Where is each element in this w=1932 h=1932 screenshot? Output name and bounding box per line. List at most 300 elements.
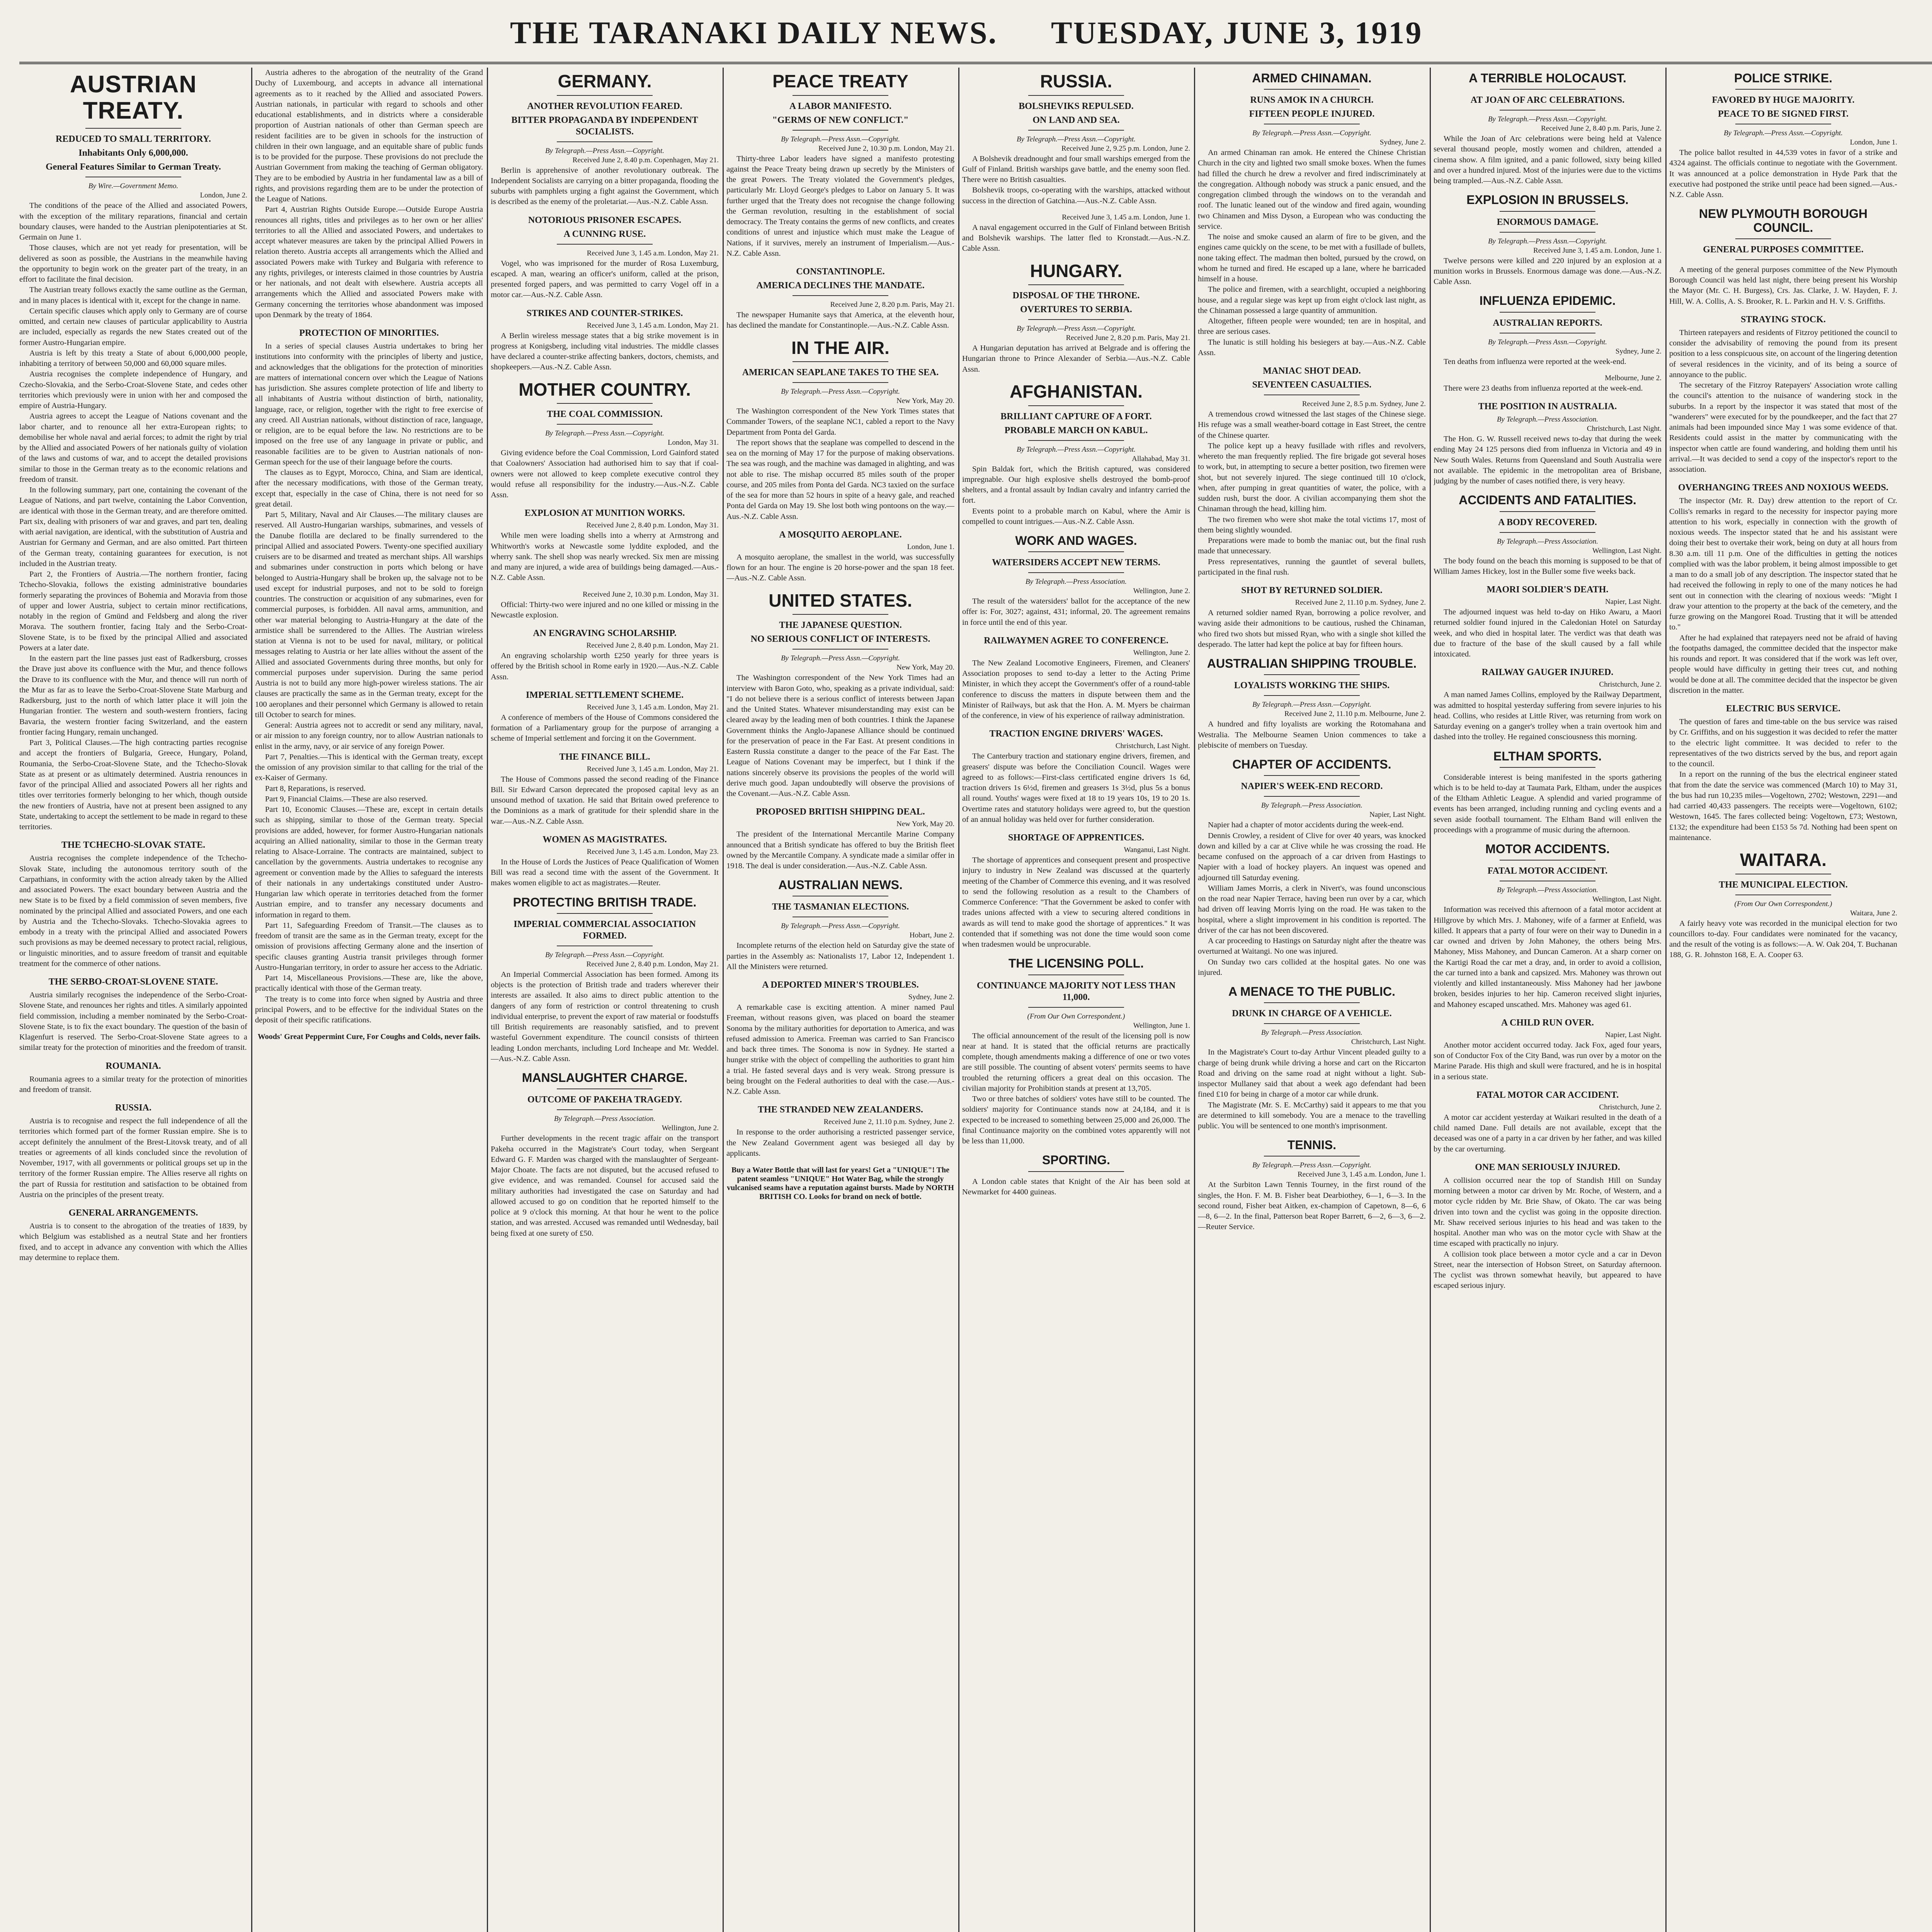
subheading: General Features Similar to German Treaty. [46, 162, 221, 172]
headline: THE TCHECHO-SLOVAK STATE. [61, 840, 206, 850]
byline: (From Our Own Correspondent.) [1027, 1012, 1125, 1020]
subheading-rule [557, 244, 653, 245]
dateline: Received June 2, 8.40 p.m. Paris, June 2. [1541, 124, 1662, 133]
subheading-rule [557, 1109, 653, 1110]
dateline: Received June 2, 9.25 p.m. London, June 2. [1061, 144, 1190, 153]
body-paragraph: Part 4, Austrian Rights Outside Europe.—Outside Europe Austria renounces all rights, titles and privileges as to her own or her allies' territories to all the Allied and associated Powers, and undertakes to accept whatever measures are taken by the principal Allied Powers in relation thereto. Austria accepts all arrangements which the Allied and associated Powers make with Turkey and Bulgaria with reference to any rights, privileges, or interests claimed in those countries by Austria or her nationals, and not dealt with elsewhere. Austria accepts all arrangements which the Allied and associated Powers make with Germany concerning the territories whose abandonment was imposed upon Denmark by the treaty of 1864. [255, 205, 483, 319]
body-paragraph: Part 10, Economic Clauses.—These are, except in certain details such as shipping, similar to those of the German treaty. Special provisions are added, however, for former Austro-Hungarian nationals acquiring an Allied nationality, similar to those in the German treaty relating to Alsace-Lorraine. The contracts are maintained, subject to cancellation by the governments. Austria undertakes to recognise any agreement or convention made by the Allies to safeguard the interests of their nationals in any undertakings constituted under Austro-Hungarian law which operate in territories detached from the former Austrian empire, and to transfer any necessary documents and information in regard to them. [255, 805, 483, 919]
headline: WOMEN AS MAGISTRATES. [543, 834, 667, 845]
article [962, 832, 1190, 950]
body-paragraph: The treaty is to come into force when signed by Austria and three principal Powers, and to be effective for the individual States on the deposit of their specific ratifications. [255, 995, 483, 1024]
body-paragraph: Altogether, fifteen people were wounded; ten are in hospital, and three are serious cases. [1198, 317, 1426, 336]
article [1434, 584, 1662, 660]
headline: GENERAL ARRANGEMENTS. [68, 1208, 198, 1218]
byline: By Telegraph.—Press Assn.—Copyright. [545, 429, 665, 438]
byline: By Telegraph.—Press Assn.—Copyright. [1016, 445, 1136, 454]
body-paragraph: A London cable states that Knight of the Air has been sold at Newmarket for 4400 guineas. [962, 1177, 1190, 1196]
headline-rule [1735, 238, 1831, 239]
subheading: AMERICAN SEAPLANE TAKES TO THE SEA. [742, 367, 939, 378]
dateline: Received June 2, 10.30 p.m. London, May 21. [818, 144, 954, 153]
dateline: Christchurch, June 2. [1599, 680, 1662, 689]
body-paragraph: A conference of members of the House of Commons considered the formation of a Parliamentary group for the purpose of arranging a scheme of Imperial settlement and forcing it on the Government. [491, 713, 719, 743]
body-paragraph: In the eastern part the line passes just east of Radkersburg, crosses the Drave just above its confluence with the Mur, and thence follows the Drave to its confluence with the Mur, and thence will run north of the Mur as far as to leave the Serbo-Croat-Slovene State Marburg and Radkersburg, just to the north of which latter place it will join the Hungarian frontier. The western and south-western frontiers, facing Bavaria, the western frontier facing Switzerland, and the eastern frontier facing Hungary, remain unchanged. [19, 654, 247, 736]
headline: UNITED STATES. [769, 590, 912, 611]
byline: By Telegraph.—Press Association. [1497, 415, 1599, 424]
body-paragraph: In the following summary, part one, containing the covenant of the League of Nations, and part twelve, containing the Labor Convention, are identical with those in the German treaty, and are therefore omitted. Part six, dealing with prisoners of war and graves, and part ten, dealing with aerial navigation, are identical, with the substitution of Austria and Austrian for Germany and German, and are also omitted. Part thirteen of the German treaty, containing guarantees for execution, is not included in the Austrian treaty. [19, 486, 247, 568]
headline: ROUMANIA. [105, 1061, 161, 1071]
dateline: Received June 3, 1.45 a.m. London, June 1. [1298, 1170, 1426, 1179]
headline-rule [793, 614, 888, 615]
dateline: New York, May 20. [896, 820, 954, 828]
article [726, 806, 954, 871]
headline-rule [1028, 95, 1124, 96]
dateline: Napier, Last Night. [1605, 598, 1662, 606]
dateline: London, June 1. [907, 543, 954, 551]
article [1198, 657, 1426, 751]
article [1434, 71, 1662, 186]
headline: MOTHER COUNTRY. [519, 379, 691, 400]
subheading: DRUNK IN CHARGE OF A VEHICLE. [1232, 1009, 1392, 1019]
article [491, 214, 719, 301]
subheading: A LABOR MANIFESTO. [789, 101, 892, 111]
dateline: Christchurch, Last Night. [1351, 1038, 1426, 1046]
subheading: LOYALISTS WORKING THE SHIPS. [1234, 680, 1390, 691]
dateline: Sydney, June 2. [1615, 347, 1662, 355]
headline: CHAPTER OF ACCIDENTS. [1232, 757, 1391, 772]
body-paragraph: In the House of Lords the Justices of Peace Qualification of Women Bill was read a second time with the assent of the Government. It makes women eligible to act as magistrates.—Reuter. [491, 857, 719, 888]
body-paragraph: A collision took place between a motor cycle and a car in Devon Street, near the intersection of Hobson Street, on Saturday afternoon. The cyclist was thrown somewhat heavily, but appeared to have escaped serious injury. [1434, 1250, 1662, 1290]
body-paragraph: The New Zealand Locomotive Engineers, Firemen, and Cleaners' Association proposes to send to-day a letter to the Acting Prime Minister, in which they accept the Government's offer of a round-table conference to discuss the matters in dispute between them and the Minister of Railways, but ask that the Hon. A. M. Myers be chairman of the conference, in view of his experience of railway administration. [962, 658, 1190, 720]
body-paragraph: On Sunday two cars collided at the hospital gates. No one was injured. [1198, 957, 1426, 977]
body-paragraph: A Bolshevik dreadnought and four small warships emerged from the Gulf of Finland. British warships gave battle, and the enemy soon fled. There were no British casualties. [962, 154, 1190, 184]
dateline: Melbourne, June 2. [1605, 374, 1662, 382]
dateline: Allahabad, May 31. [1132, 454, 1190, 463]
subheading: "GERMS OF NEW CONFLICT." [772, 115, 909, 125]
dateline: Christchurch, June 2. [1599, 1103, 1662, 1111]
subheading: A BODY RECOVERED. [1498, 517, 1597, 527]
dateline: London, June 2. [200, 191, 247, 200]
dateline: Christchurch, Last Night. [1115, 742, 1190, 750]
subheading-rule [1264, 1023, 1360, 1024]
dateline: Christchurch, Last Night. [1587, 425, 1662, 433]
dateline: Received June 3, 1.45 a.m. London, June 1. [1062, 213, 1190, 221]
article [255, 327, 483, 1026]
masthead-rule [19, 62, 1932, 64]
column-8 [1669, 68, 1897, 1932]
headline: RAILWAYMEN AGREE TO CONFERENCE. [984, 635, 1168, 646]
article [1669, 482, 1897, 696]
body-paragraph: The police and firemen, with a searchlight, occupied a neighboring house, and a regular siege was kept up from eight o'clock last night, as the Chinaman possessed a large quantity of ammunition. [1198, 285, 1426, 315]
byline: By Telegraph.—Press Association. [1497, 886, 1599, 895]
body-paragraph: After he had explained that ratepayers need not be afraid of having the footpaths damaged, the committee decided that the inspector make his rounds and report. It was considered that if the work was left over, people would have difficulty in getting their trees cut, and nothing would be done at all. The committee decided that the inspector be given discretion in the matter. [1669, 633, 1897, 695]
subheading: PROBABLE MARCH ON KABUL. [1004, 425, 1148, 435]
headline: NEW PLYMOUTH BOROUGH COUNCIL. [1699, 207, 1868, 235]
body-paragraph: The president of the International Mercantile Marine Company announced that a British syndicate has offered to buy the British fleet owned by the Mercantile Company. A syndicate made a similar offer in 1918. The deal is under consideration.—Aus.-N.Z. Cable Assn. [726, 830, 954, 871]
article [491, 751, 719, 827]
body-paragraph: At the Surbiton Lawn Tennis Tourney, in the first round of the singles, the Hon. F. M. B. Fisher beat Dearbiothey, 6—1, 6—3. In the second round, Fisher beat Aitken, ex-champion of Capetown, 8—6, 6—8, 6—2. In the final, Patterson beat Roper Barrett, 6—2, 6—3, 6—2.—Reuter Service. [1198, 1180, 1426, 1231]
headline: ONE MAN SERIOUSLY INJURED. [1475, 1162, 1620, 1172]
headline-rule [1028, 284, 1124, 285]
headline: STRAYING STOCK. [1740, 314, 1826, 325]
dateline: Wellington, June 2. [662, 1124, 719, 1133]
byline: By Telegraph.—Press Assn.—Copyright. [781, 135, 900, 143]
body-paragraph: The Washington correspondent of the New York Times had an interview with Baron Goto, who, speaking as a private individual, said: "I do not believe there is a serious conflict of interests between Japan and the United States. Whatever misunderstanding may exist can be cleared away by the leading men of both countries. I think the Japanese Government thinks the Anglo-Japanese Alliance should be continued for the preservation of peace in the Far East. At present conditions in Eastern Russia constitute a danger to the peace of the Far East. The League of Nations Covenant may be imperfect, but I think if the nations sincerely observe its provisions the peoples of the world will derive much good. Japan undoubtedly will observe the provisions of the Covenant.—Aus.-N.Z. Cable Assn. [726, 673, 954, 798]
dateline: Wellington, June 2. [1133, 587, 1190, 595]
article [19, 839, 247, 969]
subheading: THE COAL COMMISSION. [547, 409, 663, 420]
body-paragraph: The question of fares and time-table on the bus service was raised by Cr. Griffiths, and on his suggestion it was decided to refer the matter to the electric light committee. It was decided to refer to the representatives of the two districts served by the bus, and report again to the council. [1669, 718, 1897, 769]
headline: A TERRIBLE HOLOCAUST. [1469, 71, 1626, 85]
body-paragraph: Considerable interest is being manifested in the sports gathering which is to be held to-day at Taumata Park, Eltham, under the auspices of the Eltham Athletic League. A splendid and varied programme of events has been arranged, including running and cycling events and a seven aside football tournament. The Eltham Band will enliven the proceedings with a programme of music during the afternoon. [1434, 773, 1662, 834]
headline: WAITARA. [1740, 850, 1827, 870]
subheading: DISPOSAL OF THE THRONE. [1012, 291, 1140, 301]
body-paragraph: Those clauses, which are not yet ready for presentation, will be delivered as soon as possible, the Austrians in the meanwhile having the opportunity to begin work on the greater part of the treaty, in an effort to facilitate the final decision. [19, 243, 247, 284]
headline: PROPOSED BRITISH SHIPPING DEAL. [756, 807, 925, 817]
body-paragraph: The police ballot resulted in 44,539 votes in favor of a strike and 4324 against. The officials continue to negotiate with the Government. It was announced at a police demonstration in Hyde Park that the executive had postponed the strike until peace had been signed.—Aus.-N.Z. Cable Assn. [1669, 148, 1897, 199]
byline: By Telegraph.—Press Assn.—Copyright. [781, 922, 900, 930]
dateline: Wellington, June 2. [1133, 648, 1190, 657]
headline-rule [557, 1088, 653, 1089]
body-paragraph: Two or three batches of soldiers' votes have still to be counted. The soldiers' majority for Continuance stands now at 24,184, and it is expected to be increased to something between 25,000 and 26,000. The final Continuance majority on the combined votes apparently will not be less than 11,000. [962, 1095, 1190, 1146]
headline-rule [1264, 89, 1360, 90]
headline: THE FINANCE BILL. [559, 752, 650, 762]
article [1434, 493, 1662, 577]
subheading-rule [1264, 796, 1360, 797]
article [1198, 71, 1426, 358]
subheading: BRILLIANT CAPTURE OF A FORT. [1000, 411, 1152, 422]
dateline: Received June 2, 8.5 p.m. Sydney, June 2. [1302, 400, 1426, 408]
body-paragraph: In a series of special clauses Austria undertakes to bring her institutions into conformity with the principles of liberty and justice, and acknowledges that the obligations for the protection of minorities are matters of international concern over which the League of Nations has jurisdiction. She assures complete protection of life and liberty to all inhabitants of Austria without distinction of birth, nationality, language, race, or religion, together with the right to free exercise of any creed. All Austrian nationals, without distinction of race, language, or religion, are to be equal before the law. No restrictions are to be imposed on the free use of any language in private or public, and reasonable facilities are to be given to Austrian nationals of non-German speech for the use of their language before the courts. [255, 342, 483, 466]
article [1434, 1162, 1662, 1291]
subheading-rule [1500, 232, 1595, 233]
byline: By Wire.—Government Memo. [88, 182, 179, 190]
dateline: Received June 3, 1.45 a.m. London, May 21. [587, 765, 719, 773]
byline: By Telegraph.—Press Assn.—Copyright. [781, 388, 900, 396]
body-paragraph: In a report on the running of the bus the electrical engineer stated that from the date the service was commenced (March 10) to May 31, the bus had run 10,235 miles—Vogeltown, 2702; Westown, 2291—and had carried 40,433 passengers. The receipts were—Vogeltown, 6102; Westown, 1645. The fares collected being: Vogeltown, £73; Westown, £132; the expenditure had been £153 5s 7d. Nothing had been spent on maintenance. [1669, 770, 1897, 842]
headline: IMPERIAL SETTLEMENT SCHEME. [526, 690, 684, 700]
body-paragraph: The shortage of apprentices and consequent present and prospective injury to industry in New Zealand was discussed at the quarterly meeting of the Chamber of Commerce this evening, and it was resolved to send the following resolution as a result to the Chambers of Commerce Conference: "That the Government be asked to confer with trades unions affected with a view to securing altered conditions in awards as will tend to make good the shortage of apprentices." It was contended that if something was not done the time would soon come when tradesmen would be unprocurable. [962, 856, 1190, 949]
body-paragraph: The adjourned inquest was held to-day on Hiko Awaru, a Maori returned soldier found injured in the Caledonian Hotel on Saturday week, and who died in hospital later. The verdict was that death was due to fracture of the base of the skull caused by a fall while intoxicated. [1434, 608, 1662, 658]
subheading: SEVENTEEN CASUALTIES. [1252, 380, 1372, 390]
subheading: PEACE TO BE SIGNED FIRST. [1718, 109, 1849, 119]
dateline: Received June 2, 11.10 p.m. Melbourne, June 2. [1284, 710, 1426, 718]
article [491, 308, 719, 373]
headline: GERMANY. [558, 71, 652, 91]
headline-rule [1028, 1171, 1124, 1172]
subheading: A CUNNING RUSE. [563, 229, 646, 239]
headline-rule [1264, 674, 1360, 675]
body-paragraph: The Magistrate (Mr. S. E. McCarthy) said it appears to me that you are determined to kill somebody. You are a menace to the travelling public. You will be sentenced to one month's imprisonment. [1198, 1100, 1426, 1130]
subheading: OUTCOME OF PAKEHA TRAGEDY. [527, 1095, 682, 1105]
body-paragraph: Bolshevik troops, co-operating with the warships, attacked without success in the direction of Gatchina.—Aus.-N.Z. Cable Assn. [962, 186, 1190, 205]
headline: THE STRANDED NEW ZEALANDERS. [758, 1105, 923, 1115]
headline: AN ENGRAVING SCHOLARSHIP. [533, 628, 677, 639]
headline: MANSLAUGHTER CHARGE. [522, 1071, 688, 1085]
article [1434, 294, 1662, 367]
article [726, 979, 954, 1097]
body-paragraph: There were 23 deaths from influenza reported at the week-end. [1444, 384, 1643, 393]
column-rule [487, 68, 488, 1932]
headline-rule [1500, 511, 1595, 512]
dateline: Received June 3, 1.45 a.m. London, May 21. [587, 249, 719, 257]
headline: RUSSIA. [115, 1103, 152, 1113]
dateline: Received June 3, 1.45 a.m. London, June 1. [1533, 246, 1662, 255]
advertisement: Buy a Water Bottle that will last for years! Get a "UNIQUE"! The patent seamless "UNIQUE" Hot Water Bag, while the strongly vulcanised seams have a reputation against bursts. Made by NORTH BRITISH CO. Looks for brand on neck of bottle. [727, 1166, 954, 1201]
headline: THE SERBO-CROAT-SLOVENE STATE. [48, 977, 218, 987]
byline: By Telegraph.—Press Assn.—Copyright. [1488, 237, 1607, 245]
dateline: Wanganui, Last Night. [1124, 846, 1190, 854]
headline: A MENACE TO THE PUBLIC. [1228, 985, 1395, 999]
subheading-rule [1735, 259, 1831, 260]
newspaper-title: THE TARANAKI DAILY NEWS. [510, 15, 998, 50]
dateline: Received June 3, 1.45 a.m. London, May 21. [587, 703, 719, 711]
article [19, 1207, 247, 1263]
dateline: Received June 2, 11.10 p.m. Sydney, June 2. [823, 1118, 954, 1126]
byline: By Telegraph.—Press Assn.—Copyright. [1723, 129, 1843, 138]
subheading: OVERTURES TO SERBIA. [1020, 304, 1132, 315]
article [491, 896, 719, 1064]
headline-rule [557, 403, 653, 404]
headline: AUSTRIAN TREATY. [70, 71, 197, 124]
body-paragraph: William James Morris, a clerk in Nivert's, was found unconscious on the road near Napier Terrace, having been run over by a car, which had driven off leaving Morris lying on the road. He was taken to the hospital, where a slight improvement in his condition is reported. The driver of the car has not been discovered. [1198, 884, 1426, 935]
dateline: Sydney, June 2. [1379, 138, 1426, 147]
headline: SHOT BY RETURNED SOLDIER. [1241, 585, 1383, 596]
body-paragraph: A hundred and fifty loyalists are working the Rotomahana and Westralia. The Melbourne Seamen Union commences to take a plebiscite of members on Tuesday. [1198, 720, 1426, 750]
subheading-rule [793, 382, 888, 383]
dateline: Received June 2, 8.40 p.m. Copenhagen, May 21. [572, 156, 719, 164]
subheading: FATAL MOTOR ACCIDENT. [1487, 866, 1608, 876]
article [1198, 365, 1426, 578]
byline: By Telegraph.—Press Assn.—Copyright. [1488, 115, 1607, 124]
body-paragraph: The body found on the beach this morning is supposed to be that of William James Hickey, lost in the Buller some five weeks back. [1434, 556, 1662, 576]
article [1669, 71, 1897, 200]
article [1434, 374, 1662, 394]
body-paragraph: Part 8, Reparations, is reserved. [265, 784, 366, 793]
headline: IN THE AIR. [791, 337, 889, 358]
body-paragraph: A meeting of the general purposes committee of the New Plymouth Borough Council was held last night, there being present his Worship the Mayor (Mr. C. H. Burgess), Crs. Jas. Clarke, J. W. Hayden, F. J. Hill, W. A. Collis, A. S. Brooker, R. L. Parkin and H. V. S. Griffiths. [1669, 265, 1897, 306]
headline: MOTOR ACCIDENTS. [1485, 842, 1610, 856]
subheading: Inhabitants Only 6,000,000. [78, 148, 188, 158]
body-paragraph: The Hon. G. W. Russell received news to-day that during the week ending May 24 125 persons died from influenza in Victoria and 49 in New South Wales. Returns from Queensland and South Australia were not available. The epidemic in the metropolitan area of Brisbane, judging by the number of cases notified there, is very heavy. [1434, 435, 1662, 486]
subheading: ON LAND AND SEA. [1032, 115, 1120, 125]
subheading: CONTINUANCE MAJORITY NOT LESS THAN 11,000. [976, 980, 1176, 1002]
body-paragraph: The lunatic is still holding his besiegers at bay.—Aus.-N.Z. Cable Assn. [1198, 338, 1426, 357]
headline: PROTECTION OF MINORITIES. [299, 328, 439, 338]
headline-rule [1500, 211, 1595, 212]
headline-rule [793, 95, 888, 96]
headline: AFGHANISTAN. [1009, 381, 1143, 401]
body-paragraph: The two firemen who were shot make the total victims 17, most of them being slightly wounded. [1198, 515, 1426, 534]
article [491, 507, 719, 583]
subheading: ANOTHER REVOLUTION FEARED. [527, 101, 682, 111]
column-7 [1434, 68, 1662, 1932]
column-rule [723, 68, 724, 1932]
body-paragraph: Austria is to recognise and respect the full independence of all the territories which formed part of the former Russian empire. She is to accept definitely the annulment of the Brest-Litovsk treaty, and of all treaties or agreements of all kinds concluded since the revolution of November, 1917, with all governments or political groups set up in the territory of the former Russian empire. The Allies reserve all rights on the part of Russia for restitution and satisfaction to be obtained from Austria on the principles of the present treaty. [19, 1117, 247, 1199]
body-paragraph: Berlin is apprehensive of another revolutionary outbreak. The Independent Socialists are carrying on a bitter propaganda, flooding the suburbs with pamphlets urging a fight against the Government, which is described as the enemy of the proletariat.—Aus.-N.Z. Cable Assn. [491, 166, 719, 206]
article [962, 71, 1190, 206]
subheading: THE TASMANIAN ELECTIONS. [772, 902, 909, 912]
body-paragraph: Part 9, Financial Claims.—These are also reserved. [265, 794, 428, 803]
advertisement: Woods' Great Peppermint Cure, For Coughs and Colds, never fails. [257, 1032, 481, 1041]
issue-date: TUESDAY, JUNE 3, 1919 [1051, 15, 1423, 50]
body-paragraph: Part 14, Miscellaneous Provisions.—These are, like the above, practically identical with those of the German treaty. [255, 974, 483, 993]
subheading: GENERAL PURPOSES COMMITTEE. [1703, 244, 1864, 255]
subheading: THE MUNICIPAL ELECTION. [1719, 879, 1848, 890]
byline: By Telegraph.—Press Assn.—Copyright. [781, 654, 900, 663]
headline: MAORI SOLDIER'S DEATH. [1486, 585, 1609, 595]
article [19, 1060, 247, 1095]
headline: STRIKES AND COUNTER-STRIKES. [526, 308, 683, 318]
body-paragraph: The Washington correspondent of the New York Times states that Commander Towers, of the seaplane NC1, cabled a report to the Navy Department from Ponta del Garda. [726, 407, 954, 437]
article [1434, 842, 1662, 1010]
dateline: London, June 1. [1850, 138, 1897, 147]
dateline: Wellington, June 1. [1133, 1021, 1190, 1030]
body-paragraph: The official announcement of the result of the licensing poll is now near at hand. It is stated that the official returns are practically complete, though amendments making a difference of one or two votes are still possible. The counting of absent voters' permits seems to have troubled the returning officers a great deal on this occasion. The civilian majority for Prohibition stands at present at 13,705. [962, 1031, 1190, 1093]
body-paragraph: Thirty-three Labor leaders have signed a manifesto protesting against the Peace Treaty being drawn up secretly by the Ministers of the great Powers. The Treaty violated the Government's pledges, particularly Mr. Lloyd George's pledges to Labor on January 5. It was further urged that the Treaty does not recognise the change following the German revolution, resulting in the establishment of social democracy. The Treaty contains the germs of new conflicts, and creates conditions of unrest and injustice which must make the League of Nations, if it survives, merely an instrument of Imperialism.—Aus.-N.Z. Cable Assn. [726, 154, 954, 258]
article [962, 213, 1190, 254]
body-paragraph: Part 2, the Frontiers of Austria.—The northern frontier, facing Tchecho-Slovakia, follows the existing administrative boundaries formerly separating the provinces of Bohemia and Moravia from those of upper and lower Austria, subject to certain minor rectifications, notably in the region of Gmünd and Feldsberg and along the river Morava. The southern frontier, facing Italy and the Serbo-Croat-Slovene State, is to be fixed by the principal Allied and associated Powers at a later date. [19, 570, 247, 652]
body-paragraph: Austria is to consent to the abrogation of the treaties of 1839, by which Belgium was established as a neutral State and her frontiers fixed, and to accept in advance any convention with which the Allies may determine to replace them. [19, 1222, 247, 1262]
body-paragraph: The House of Commons passed the second reading of the Finance Bill. Sir Edward Carson deprecated the proposed capital levy as an unsound method of taxation. He said that Britain owed preference to the Dominions as a mark of gratitude for their splendid share in the war.—Aus.-N.Z. Cable Assn. [491, 775, 719, 826]
subheading-rule [793, 649, 888, 650]
article [726, 1166, 954, 1201]
article [726, 266, 954, 331]
subheading-rule [557, 141, 653, 142]
headline: TENNIS. [1287, 1138, 1337, 1152]
headline-rule [1264, 1002, 1360, 1003]
headline-rule [1500, 767, 1595, 768]
article [1198, 985, 1426, 1131]
subheading: FAVORED BY HUGE MAJORITY. [1712, 95, 1855, 105]
dateline: Received June 2, 10.30 p.m. London, May 31. [583, 590, 719, 599]
dateline: Received June 2, 8.20 p.m. Paris, May 21. [1066, 334, 1190, 342]
headline: A MOSQUITO AEROPLANE. [779, 529, 902, 540]
column-rule [1665, 68, 1667, 1932]
dateline: Napier, Last Night. [1605, 1031, 1662, 1039]
body-paragraph: In response to the order authorising a restricted passenger service, the New Zealand Government agent was besieged all day by applicants. [726, 1128, 954, 1158]
headline-rule [1264, 775, 1360, 776]
article [726, 591, 954, 799]
byline: By Telegraph.—Press Assn.—Copyright. [1252, 701, 1372, 709]
headline-rule [1500, 312, 1595, 313]
subheading-rule [1028, 440, 1124, 441]
article [726, 1104, 954, 1159]
headline: PEACE TREATY [772, 71, 908, 91]
subheading: BOLSHEVIKS REPULSED. [1019, 101, 1134, 111]
subheading: THE JAPANESE QUESTION. [779, 620, 902, 631]
body-paragraph: Another motor accident occurred today. Jack Fox, aged four years, son of Conductor Fox of the City Band, was run over by a motor on the Marine Parade. His thigh and skull were fractured, and he is in hospital in a serious state. [1434, 1041, 1662, 1081]
body-paragraph: Press representatives, running the gauntlet of several bullets, participated in the final rush. [1198, 557, 1426, 577]
body-paragraph: The inspector (Mr. R. Day) drew attention to the report of Cr. Collis's remarks in regard to the necessity for inspector paying more attention to his work, especially in connection with the growth of noxious weeds. The inspector stated that he and his assistant were doing their best to overtake their work, being on duty at all hours from 8.30 a.m. till 11 p.m. One of the difficulties in getting the notices complied with was the labor problem, it being almost impossible to get a man to do a small job of any description. The inspector stated that he had received the following in reply to one of the many notices he had sent out in connection with the clearing of noxious weeds: "Might I draw your attention to the property at the back of the cemetery, and the furze growing on the Mangorei Road. Trusting that it will be attended to." [1669, 497, 1897, 632]
byline: By Telegraph.—Press Assn.—Copyright. [1016, 325, 1136, 333]
body-paragraph: Part 3, Political Clauses.—The high contracting parties recognise and accept the frontiers of Bulgaria, Greece, Hungary, Poland, Roumania, the Serbo-Croat-Slovene State, and the Tchecho-Slovak State as at present or as ultimately determined. Austria renounces in favor of the principal Allied and associated Powers all her rights and titles over territories formerly belonging to her which, though outside the new frontiers of Austria, have not at present been assigned to any State, undertaking to accept the settlement to be made in regard to these territories. [19, 738, 247, 832]
body-paragraph: A man named James Collins, employed by the Railway Department, was admitted to hospital yesterday suffering from severe injuries to his head. Collins, who resides at Little River, was returning from work on Saturday evening on a ganger's trolley when a train overtook him and dashed into the trolley. He regained consciousness this morning. [1434, 690, 1662, 742]
headline: EXPLOSION AT MUNITION WORKS. [524, 508, 685, 519]
body-paragraph: An engraving scholarship worth £250 yearly for three years is offered by the British school in Rome early in 1920.—Aus.-N.Z. Cable Assn. [491, 651, 719, 681]
headline: PROTECTING BRITISH TRADE. [513, 895, 697, 909]
body-paragraph: Preparations were made to bomb the maniac out, but the final rush made that unnecessary. [1198, 536, 1426, 556]
article [491, 834, 719, 889]
body-paragraph: Napier had a chapter of motor accidents during the week-end. [1208, 821, 1404, 830]
dateline: Received June 3, 1.45 a.m. London, May 21. [587, 321, 719, 330]
headline: NOTORIOUS PRISONER ESCAPES. [528, 215, 682, 225]
body-paragraph: Austria similarly recognises the independence of the Serbo-Croat-Slovene State, and renounces her rights and titles. A similarly appointed field commission, including a member nominated by the Serbo-Croat-Slovene State, is to fix the exact boundary. The question of the basin of Klagenfurt is reserved. The Serbo-Croat-Slovene State agrees to a similar treaty for the protection of minorities and the freedom of transit. [19, 991, 247, 1052]
article [962, 382, 1190, 527]
body-paragraph: While men were loading shells into a wherry at Armstrong and Whitworth's works at Newcastle some lyddite exploded, and the wherry sank. The shell shop was nearly wrecked. Six men are missing and many are injured, a wide area of buildings being damaged.—Aus.-N.Z. Cable Assn. [491, 531, 719, 582]
dateline: Received June 2, 8.20 p.m. Paris, May 21. [830, 301, 954, 309]
body-paragraph: Dennis Crowley, a resident of Clive for over 40 years, was knocked down and killed by a car at Clive while he was crossing the road. He became confused on the approach of a car driven from Hastings to Napier with a load of hockey players. An inquest was opened and adjourned till Saturday evening. [1198, 831, 1426, 882]
article [255, 1032, 483, 1041]
headline: ELTHAM SPORTS. [1493, 749, 1602, 763]
article [1434, 1017, 1662, 1082]
article [1434, 750, 1662, 836]
column-3 [491, 68, 719, 1932]
byline: By Telegraph.—Press Association. [1261, 1029, 1363, 1037]
body-paragraph: The report shows that the seaplane was compelled to descend in the sea on the morning of May 17 for the purpose of making observations. The sea was rough, and the machine was damaged in alighting, and was not able to rise. The mishap occurred 85 miles south of the proper course, and 205 miles from Ponta del Garda. NC3 taxied on the surface of the sea for more than 52 hours in spite of a heavy gale, and reached Ponta del Garda on May 19. She lost both wing pontoons on the way.—Aus.-N.Z. Cable Assn. [726, 438, 954, 521]
dateline: Napier, Last Night. [1369, 811, 1426, 819]
article [962, 728, 1190, 825]
headline: INFLUENZA EPIDEMIC. [1479, 294, 1616, 308]
dateline: New York, May 20. [896, 397, 954, 405]
article [1434, 1089, 1662, 1155]
body-paragraph: A Berlin wireless message states that a big strike movement is in progress at Konigsberg, including vital industries. The middle classes have declared a counter-strike affecting bankers, doctors, chemists, and shopkeepers.—Aus.-N.Z. Cable Assn. [491, 331, 719, 372]
body-paragraph: Austria recognises the complete independence of Hungary, and Czecho-Slovakia, and the Serbo-Croat-Slovene State, and cedes other territories which previously were in union with her and composed the empire of Austria-Hungary. [19, 370, 247, 410]
subheading: ENORMOUS DAMAGE. [1497, 217, 1599, 227]
subheading-rule [793, 295, 888, 296]
subheading: AT JOAN OF ARC CELEBRATIONS. [1470, 95, 1625, 105]
article [962, 534, 1190, 628]
headline: THE POSITION IN AUSTRALIA. [1478, 401, 1617, 412]
body-paragraph: Ten deaths from influenza were reported at the week-end. [1444, 357, 1626, 366]
dateline: London, May 31. [668, 439, 719, 447]
column-rule [958, 68, 959, 1932]
body-paragraph: Vogel, who was imprisoned for the murder of Rosa Luxemburg, escaped. A man, wearing an officer's uniform, called at the prison, presented forged papers, and was permitted to carry Vogel off in a motor car.—Aus.-N.Z. Cable Assn. [491, 259, 719, 299]
body-paragraph: A remarkable case is exciting attention. A miner named Paul Freeman, without reasons given, was placed on board the steamer Sonoma by the military authorities for deportation to America, and was refused admission to America. Freeman was carried to San Francisco and back three times. The Sonoma is now in Sydney. He started a hunger strike with the object of compelling the authorities to grant him a trial. He fasted several days and is very weak. Strong pressure is being brought on the Federal authorities to deal with the case.—Aus.-N.Z. Cable Assn. [726, 1003, 954, 1096]
subheading: IMPERIAL COMMERCIAL ASSOCIATION FORMED. [514, 919, 696, 941]
byline: (From Our Own Correspondent.) [1734, 900, 1832, 908]
headline: SPORTING. [1042, 1153, 1110, 1167]
article [19, 71, 247, 832]
headline: CONSTANTINOPLE. [796, 267, 885, 277]
body-paragraph: Events point to a probable march on Kabul, where the Amir is compelled to count intrigues.—Aus.-N.Z. Cable Assn. [962, 507, 1190, 526]
byline: By Telegraph.—Press Association. [554, 1115, 656, 1123]
dateline: Received June 2, 8.40 p.m. London, May 21. [586, 641, 719, 650]
body-paragraph: Austria recognises the complete independence of the Tchecho-Slovak State, including the autonomous territory south of the Carpathians, in conformity with the action already taken by the Allied and associated Powers. The exact boundary between Austria and the new State is to be fixed by a field commission of seven members, five nominated by the principal Allied and associated Powers, and one each by Austria and the Tchecho-Slovaks. Tchecho-Slovakia agrees to embody in a treaty with the principal Allied and associated Powers such provisions as may be deemed necessary to protect racial, religious, or linguistic minorities, and to assure freedom of transit and equitable treatment for the commerce of other nations. [19, 854, 247, 968]
headline: THE LICENSING POLL. [1008, 956, 1144, 971]
body-paragraph: A tremendous crowd witnessed the last stages of the Chinese siege. His refuge was a small weather-board cottage in East Street, the centre of the Chinese quarter. [1198, 410, 1426, 440]
body-paragraph: A naval engagement occurred in the Gulf of Finland between British and Bolshevik warships. The latter fled to Kronstadt.—Aus.-N.Z. Cable Assn. [962, 223, 1190, 253]
subheading-rule [793, 130, 888, 131]
headline: POLICE STRIKE. [1734, 71, 1833, 85]
headline: EXPLOSION IN BRUSSELS. [1466, 193, 1629, 207]
subheading: RUNS AMOK IN A CHURCH. [1250, 95, 1374, 105]
article [1434, 401, 1662, 486]
article [1198, 585, 1426, 650]
body-paragraph: Twelve persons were killed and 220 injured by an explosion at a munition works in Brussels. Enormous damage was done.—Aus.-N.Z. Cable Assn. [1434, 256, 1662, 286]
headline-rule [557, 913, 653, 914]
body-paragraph: The newspaper Humanite says that America, at the eleventh hour, has declined the mandate for Constantinople.—Aus.-N.Z. Cable Assn. [726, 311, 954, 330]
article [1669, 703, 1897, 843]
body-paragraph: A fairly heavy vote was recorded in the municipal election for two councillors to-day. Four candidates were nominated for the vacancy, and the result of the voting is as follows:—A. W. Oak 204, T. Buchanan 188, G. R. Johnston 168, E. A. Cooper 63. [1669, 919, 1897, 959]
dateline: Received June 2, 11.10 p.m. Sydney, June 2. [1295, 599, 1426, 607]
byline: By Telegraph.—Press Association. [1025, 578, 1127, 586]
body-paragraph: Further developments in the recent tragic affair on the transport Pakeha occurred in the Magistrate's Court today, when Sergeant Edward G. F. Marden was charged with the manslaughter of Sergeant-Major Choate. The facts are not disputed, but the accused refused to give evidence, and was remanded. Counsel for accused said the military authorities had investigated the case on Saturday and had allowed accused to go on condition that he reported himself to the police at 9 o'clock this morning. At that hour he went to the police station, and was arrested. Accused was remanded until Wednesday, bail being fixed at one surety of £50. [491, 1134, 719, 1238]
body-paragraph: The Austrian treaty follows exactly the same outline as the German, and in many places is identical with it, except for the change in name. [19, 286, 247, 305]
article [491, 689, 719, 744]
headline: AUSTRALIAN NEWS. [778, 878, 903, 892]
article [726, 71, 954, 259]
column-rule [1194, 68, 1195, 1932]
